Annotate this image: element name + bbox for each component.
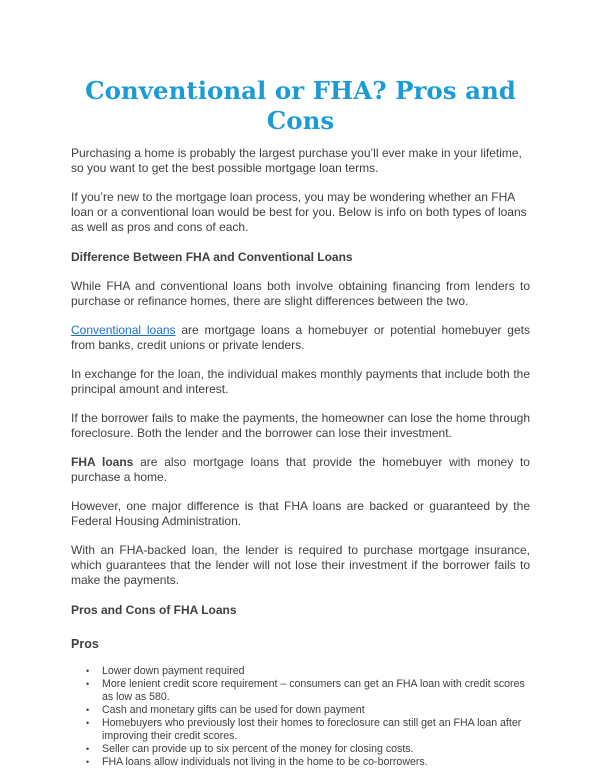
page-title: Conventional or FHA? Pros and Cons	[85, 76, 516, 135]
bullet-icon: •	[86, 744, 90, 754]
conventional-loans-text: are mortgage loans a homebuyer or potential homebuyer gets from banks, credit unions or private lenders.	[71, 323, 530, 352]
bullet-icon: •	[86, 757, 90, 767]
intro-paragraph-2: If you’re new to the mortgage loan process, you may be wondering whether an FHA loan or a conventional loan would be best for you. Below is info on both types of loans as well as pros and cons of each.	[71, 190, 527, 234]
list-item-text: Lower down payment required	[102, 665, 245, 677]
bullet-icon: •	[86, 666, 90, 676]
fha-loans-paragraph	[71, 455, 530, 485]
pros-list	[71, 665, 530, 769]
difference-paragraph-6: However, one major difference is that FHA loans are backed or guaranteed by the Federal Housing Administration.	[71, 499, 530, 528]
section-heading-difference: Difference Between FHA and Conventional Loans	[71, 250, 353, 264]
list-item-text: More lenient credit score requirement – consumers can get an FHA loan with credit scores as low as 580.	[102, 678, 525, 703]
section-heading-pros-cons: Pros and Cons of FHA Loans	[71, 603, 237, 617]
difference-paragraph-4: If the borrower fails to make the payments, the homeowner can lose the home through foreclosure. Both the lender and the borrower can lose their investment.	[71, 411, 530, 440]
list-item	[86, 704, 530, 717]
conventional-loans-paragraph	[71, 323, 530, 353]
pros-heading: Pros	[71, 637, 99, 651]
fha-loans-bold: FHA loans	[71, 455, 134, 469]
bullet-icon: •	[86, 718, 90, 728]
list-item	[86, 717, 530, 743]
list-item-text: Seller can provide up to six percent of the money for closing costs.	[102, 743, 414, 755]
document-page	[71, 0, 530, 769]
list-item	[86, 678, 530, 704]
list-item	[86, 665, 530, 678]
fha-loans-text: are also mortgage loans that provide the homebuyer with money to purchase a home.	[71, 455, 530, 484]
intro-paragraph-1: Purchasing a home is probably the largest purchase you’ll ever make in your lifetime, so you want to get the best possible mortgage loan terms.	[71, 146, 522, 175]
list-item	[86, 756, 530, 769]
bullet-icon: •	[86, 705, 90, 715]
bullet-icon: •	[86, 679, 90, 689]
difference-paragraph-3: In exchange for the loan, the individual makes monthly payments that include both the principal amount and interest.	[71, 367, 530, 396]
difference-paragraph-1: While FHA and conventional loans both involve obtaining financing from lenders to purchase or refinance homes, there are slight differences between the two.	[71, 279, 530, 308]
list-item	[86, 743, 530, 756]
conventional-loans-link[interactable]: Conventional loans	[71, 323, 176, 337]
list-item-text: FHA loans allow individuals not living in the home to be co-borrowers.	[102, 756, 428, 768]
difference-paragraph-7: With an FHA-backed loan, the lender is required to purchase mortgage insurance, which guarantees that the lender will not lose their investment if the borrower fails to make the payments.	[71, 543, 530, 587]
list-item-text: Homebuyers who previously lost their homes to foreclosure can still get an FHA loan after improving their credit scores.	[102, 717, 522, 742]
list-item-text: Cash and monetary gifts can be used for down payment	[102, 704, 365, 716]
